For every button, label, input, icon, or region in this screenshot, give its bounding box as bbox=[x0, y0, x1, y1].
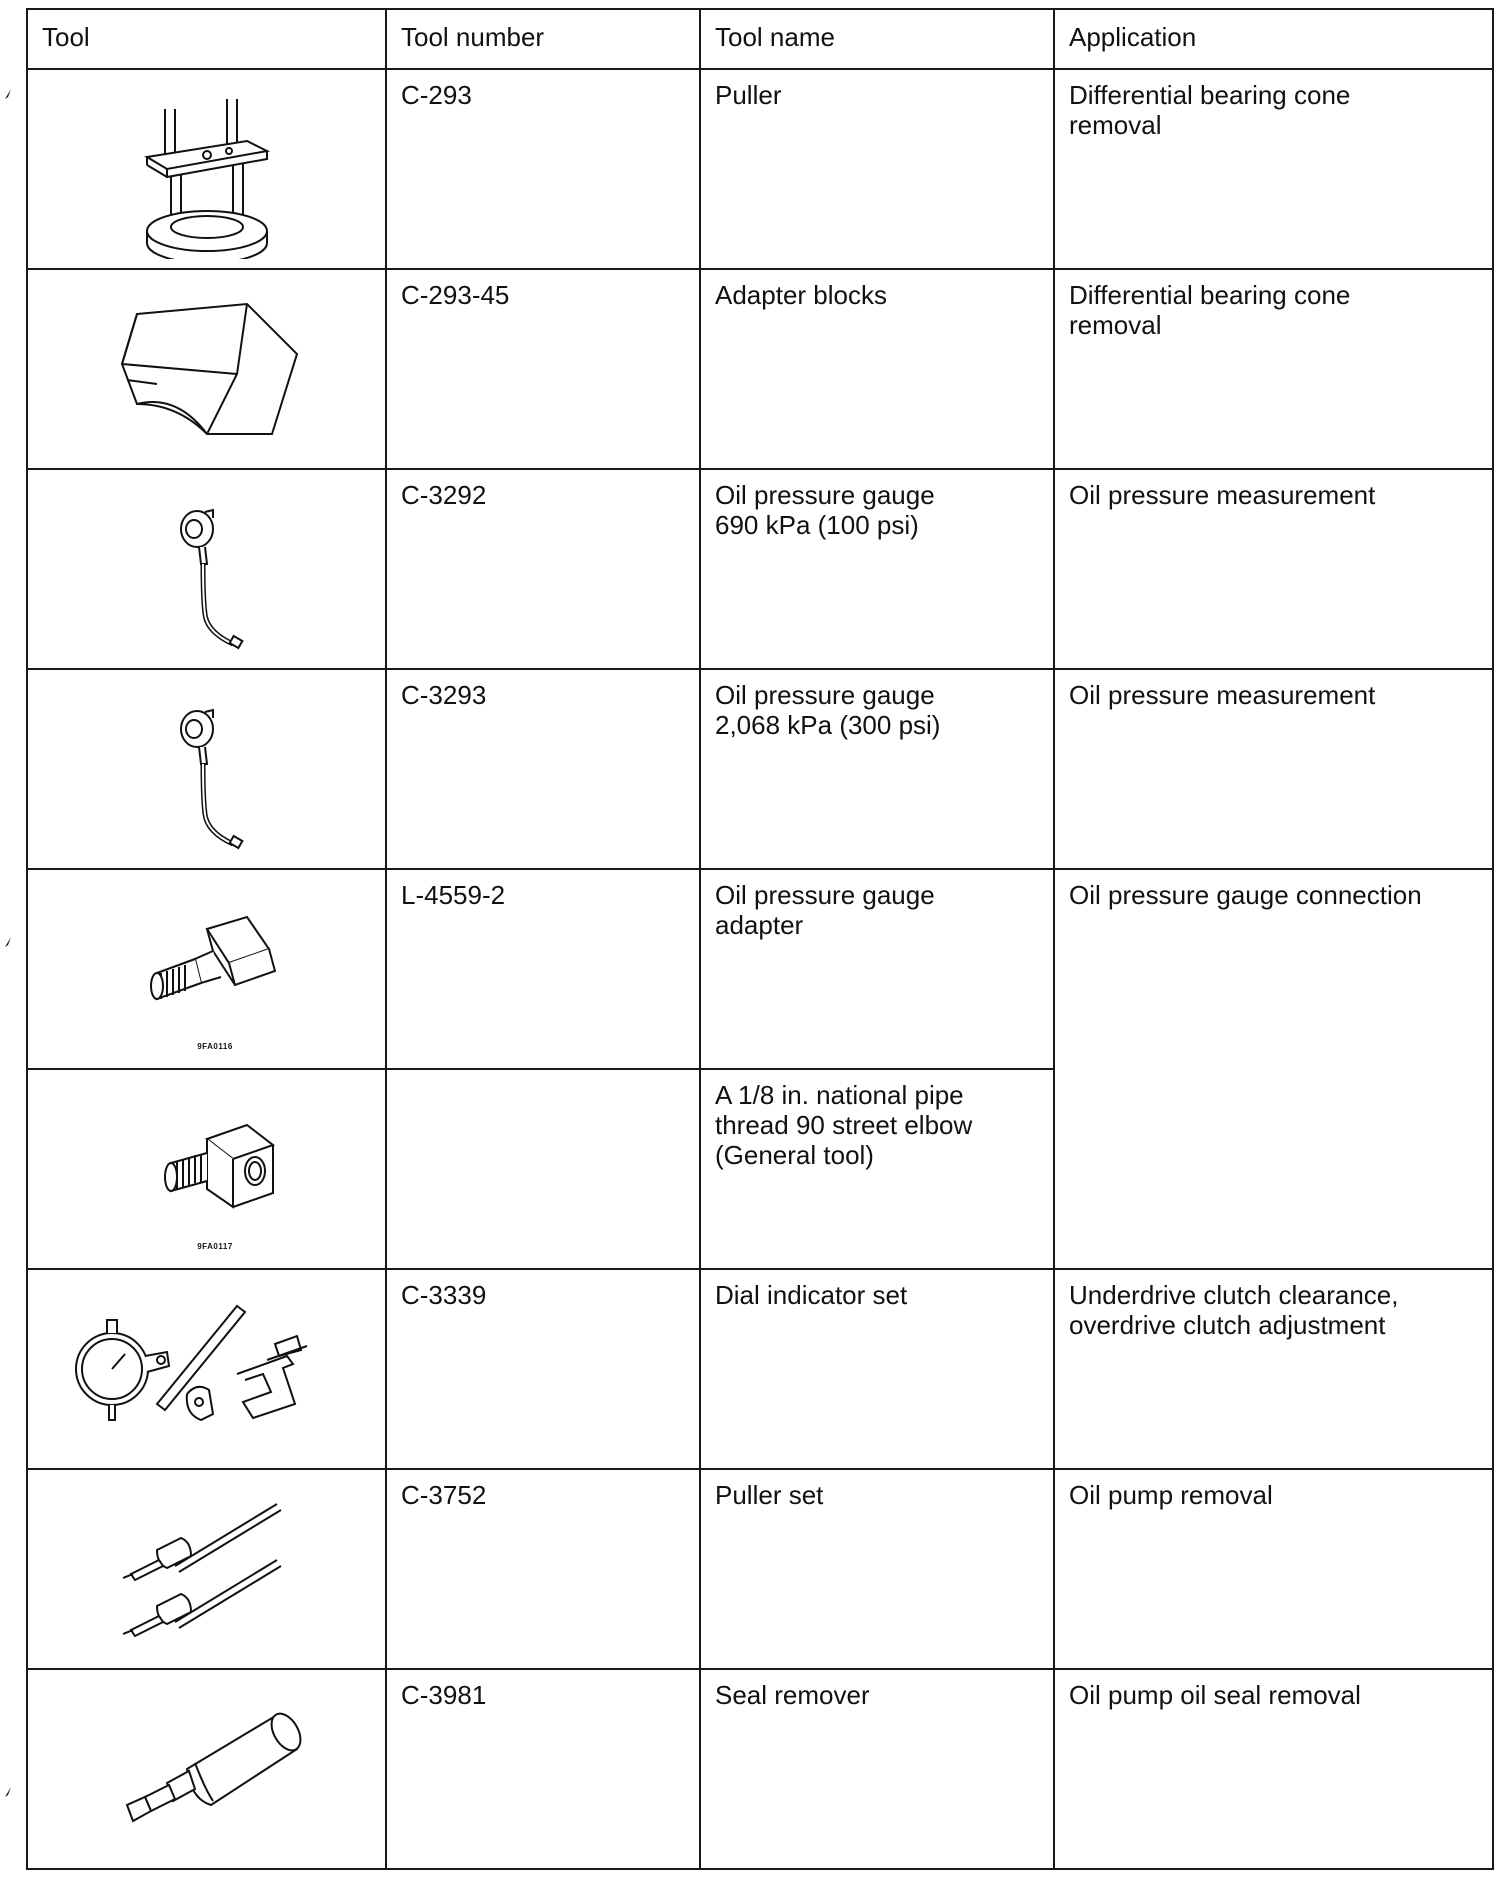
table-row bbox=[27, 869, 1493, 1069]
tool-name-cell: Seal remover bbox=[700, 1669, 1054, 1869]
table-row bbox=[27, 1469, 1493, 1669]
tool-number-cell: C-3752 bbox=[386, 1469, 700, 1669]
header-tool-number: Tool number bbox=[386, 9, 700, 69]
figure-code: 9FA0117 bbox=[196, 1242, 233, 1251]
application-cell: Oil pressure gauge connection bbox=[1054, 869, 1493, 1269]
tool-name-cell: Oil pressure gauge 690 kPa (100 psi) bbox=[700, 469, 1054, 669]
application-cell: Differential bearing cone removal bbox=[1054, 269, 1493, 469]
tool-name-cell: A 1/8 in. national pipe thread 90 street elbow (General tool) bbox=[700, 1069, 1054, 1269]
tool-image-cell bbox=[27, 269, 386, 469]
puller-set-icon bbox=[97, 1484, 317, 1654]
table-row bbox=[27, 1269, 1493, 1469]
tool-image-cell bbox=[27, 669, 386, 869]
street-elbow-icon bbox=[97, 1079, 317, 1259]
tool-image-cell bbox=[27, 1669, 386, 1869]
seal-remover-icon bbox=[87, 1679, 327, 1859]
header-tool-name: Tool name bbox=[700, 9, 1054, 69]
table-row bbox=[27, 469, 1493, 669]
oil-pressure-gauge-icon bbox=[147, 684, 267, 854]
application-cell: Oil pump oil seal removal bbox=[1054, 1669, 1493, 1869]
tool-number-cell bbox=[386, 1069, 700, 1269]
dial-indicator-set-icon bbox=[57, 1284, 357, 1454]
tool-image-cell bbox=[27, 1469, 386, 1669]
application-cell: Differential bearing cone removal bbox=[1054, 69, 1493, 269]
table-header-row bbox=[27, 9, 1493, 69]
special-tools-table bbox=[26, 8, 1494, 1870]
tool-image-cell bbox=[27, 1069, 386, 1269]
tool-number-cell: C-3293 bbox=[386, 669, 700, 869]
application-cell: Oil pressure measurement bbox=[1054, 469, 1493, 669]
tool-number-cell: C-3292 bbox=[386, 469, 700, 669]
tool-name-cell: Oil pressure gauge adapter bbox=[700, 869, 1054, 1069]
application-cell: Oil pump removal bbox=[1054, 1469, 1493, 1669]
tool-number-cell: C-293-45 bbox=[386, 269, 700, 469]
tool-number-cell: C-3339 bbox=[386, 1269, 700, 1469]
puller-icon bbox=[107, 79, 307, 259]
table-row bbox=[27, 69, 1493, 269]
gauge-adapter-icon bbox=[97, 879, 317, 1059]
tool-name-cell: Adapter blocks bbox=[700, 269, 1054, 469]
adapter-block-icon bbox=[97, 284, 317, 454]
tool-name-cell: Oil pressure gauge 2,068 kPa (300 psi) bbox=[700, 669, 1054, 869]
tool-image-cell bbox=[27, 1269, 386, 1469]
table-row bbox=[27, 269, 1493, 469]
oil-pressure-gauge-icon bbox=[147, 484, 267, 654]
figure-code: 9FA0116 bbox=[196, 1042, 233, 1051]
application-cell: Oil pressure measurement bbox=[1054, 669, 1493, 869]
tool-image-cell bbox=[27, 469, 386, 669]
tool-image-cell bbox=[27, 69, 386, 269]
tool-number-cell: C-3981 bbox=[386, 1669, 700, 1869]
tool-name-cell: Dial indicator set bbox=[700, 1269, 1054, 1469]
application-cell: Underdrive clutch clearance, overdrive clutch adjustment bbox=[1054, 1269, 1493, 1469]
tool-image-cell bbox=[27, 869, 386, 1069]
header-tool: Tool bbox=[27, 9, 386, 69]
margin-mark-icon bbox=[4, 88, 12, 100]
tool-number-cell: C-293 bbox=[386, 69, 700, 269]
header-application: Application bbox=[1054, 9, 1493, 69]
margin-mark-icon bbox=[4, 1786, 12, 1798]
table-row bbox=[27, 1669, 1493, 1869]
margin-mark-icon bbox=[4, 936, 12, 948]
table-row bbox=[27, 669, 1493, 869]
tool-name-cell: Puller bbox=[700, 69, 1054, 269]
tool-number-cell: L-4559-2 bbox=[386, 869, 700, 1069]
tool-name-cell: Puller set bbox=[700, 1469, 1054, 1669]
